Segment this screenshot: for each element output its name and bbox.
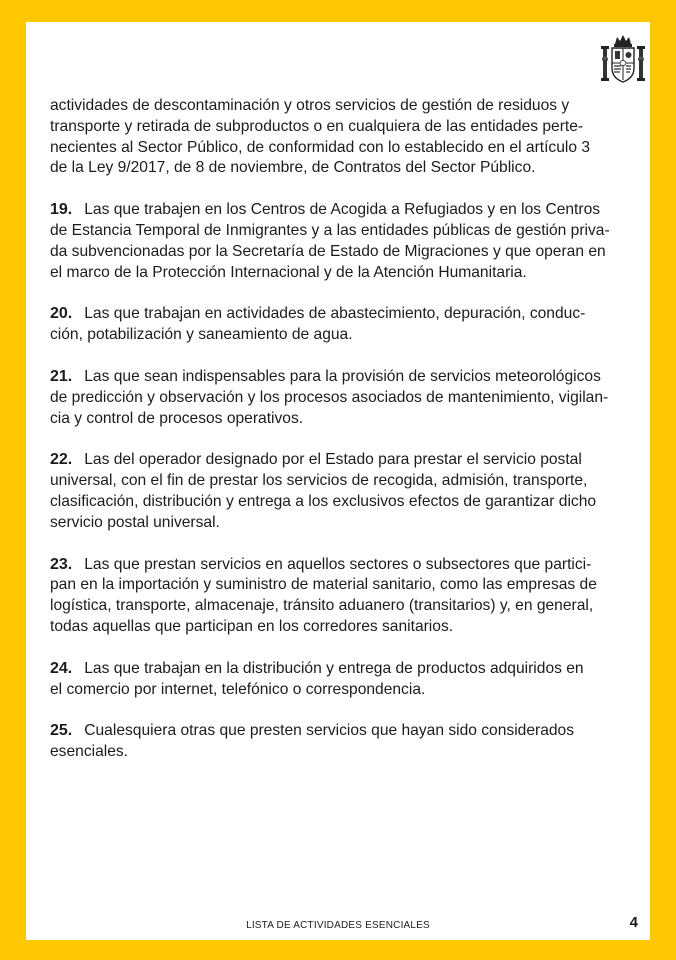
item-number: 24.: [50, 659, 73, 677]
item-text: Las que sean indispensables para la provisión de servicios meteorológicos de predicción y observación y los procesos asociados de mantenimiento, vigilan- cia y control de procesos operativos.: [50, 367, 609, 427]
item-number: 19.: [50, 201, 73, 219]
item-number: 22.: [50, 451, 73, 469]
list-item-21: [50, 367, 630, 429]
page-number: 4: [629, 914, 638, 931]
coat-of-arms-icon: [600, 32, 646, 86]
list-item-19: [50, 200, 630, 283]
item-text: Las que prestan servicios en aquellos sectores o subsectores que partici- pan en la importación y suministro de material sanitario, como las empresas de logística, transporte, almacenaje, tránsito aduanero (transitarios) y, en general, todas aquellas que participan en los corredores sanitarios.: [50, 555, 597, 635]
item-text: Las que trabajen en los Centros de Acogida a Refugiados y en los Centros de Estancia Temporal de Inmigrantes y a las entidades públicas de gestión priva- da subvencionadas por la Secretaría de Estado de Migraciones y que operan en el marco de la Protección Internacional y de la Atención Humanitaria.: [50, 201, 610, 281]
item-text: Las que trabajan en actividades de abastecimiento, depuración, conduc- ción, potabilización y saneamiento de agua.: [50, 305, 586, 344]
item-text: Cualesquiera otras que presten servicios que hayan sido considerados esenciales.: [50, 722, 575, 761]
list-item-20: [50, 304, 630, 346]
document-body: [50, 96, 630, 784]
list-item-22: [50, 450, 630, 533]
intro-paragraph: actividades de descontaminación y otros servicios de gestión de residuos y transporte y retirada de subproductos o en cualquiera de las entidades perte- necientes al Sector Público, de conformidad con lo establecido en el artículo 3 de la Ley 9/2017, de 8 de noviembre, de Contratos del Sector Público.: [50, 97, 591, 177]
document-page: [26, 22, 650, 940]
item-number: 23.: [50, 555, 73, 573]
item-text: Las que trabajan en la distribución y entrega de productos adquiridos en el comercio por internet, telefónico o correspondencia.: [50, 659, 584, 698]
item-text: Las del operador designado por el Estado para prestar el servicio postal universal, con el fin de prestar los servicios de recogida, admisión, transporte, clasificación, distribución y entrega a los exclusivos efectos de garantizar dicho servicio postal universal.: [50, 451, 597, 531]
list-item-24: [50, 659, 630, 701]
item-number: 21.: [50, 367, 73, 385]
list-item-23: [50, 555, 630, 638]
footer-title: LISTA DE ACTIVIDADES ESENCIALES: [246, 920, 430, 931]
item-number: 25.: [50, 722, 73, 740]
item-number: 20.: [50, 305, 73, 323]
list-item-25: [50, 721, 630, 763]
